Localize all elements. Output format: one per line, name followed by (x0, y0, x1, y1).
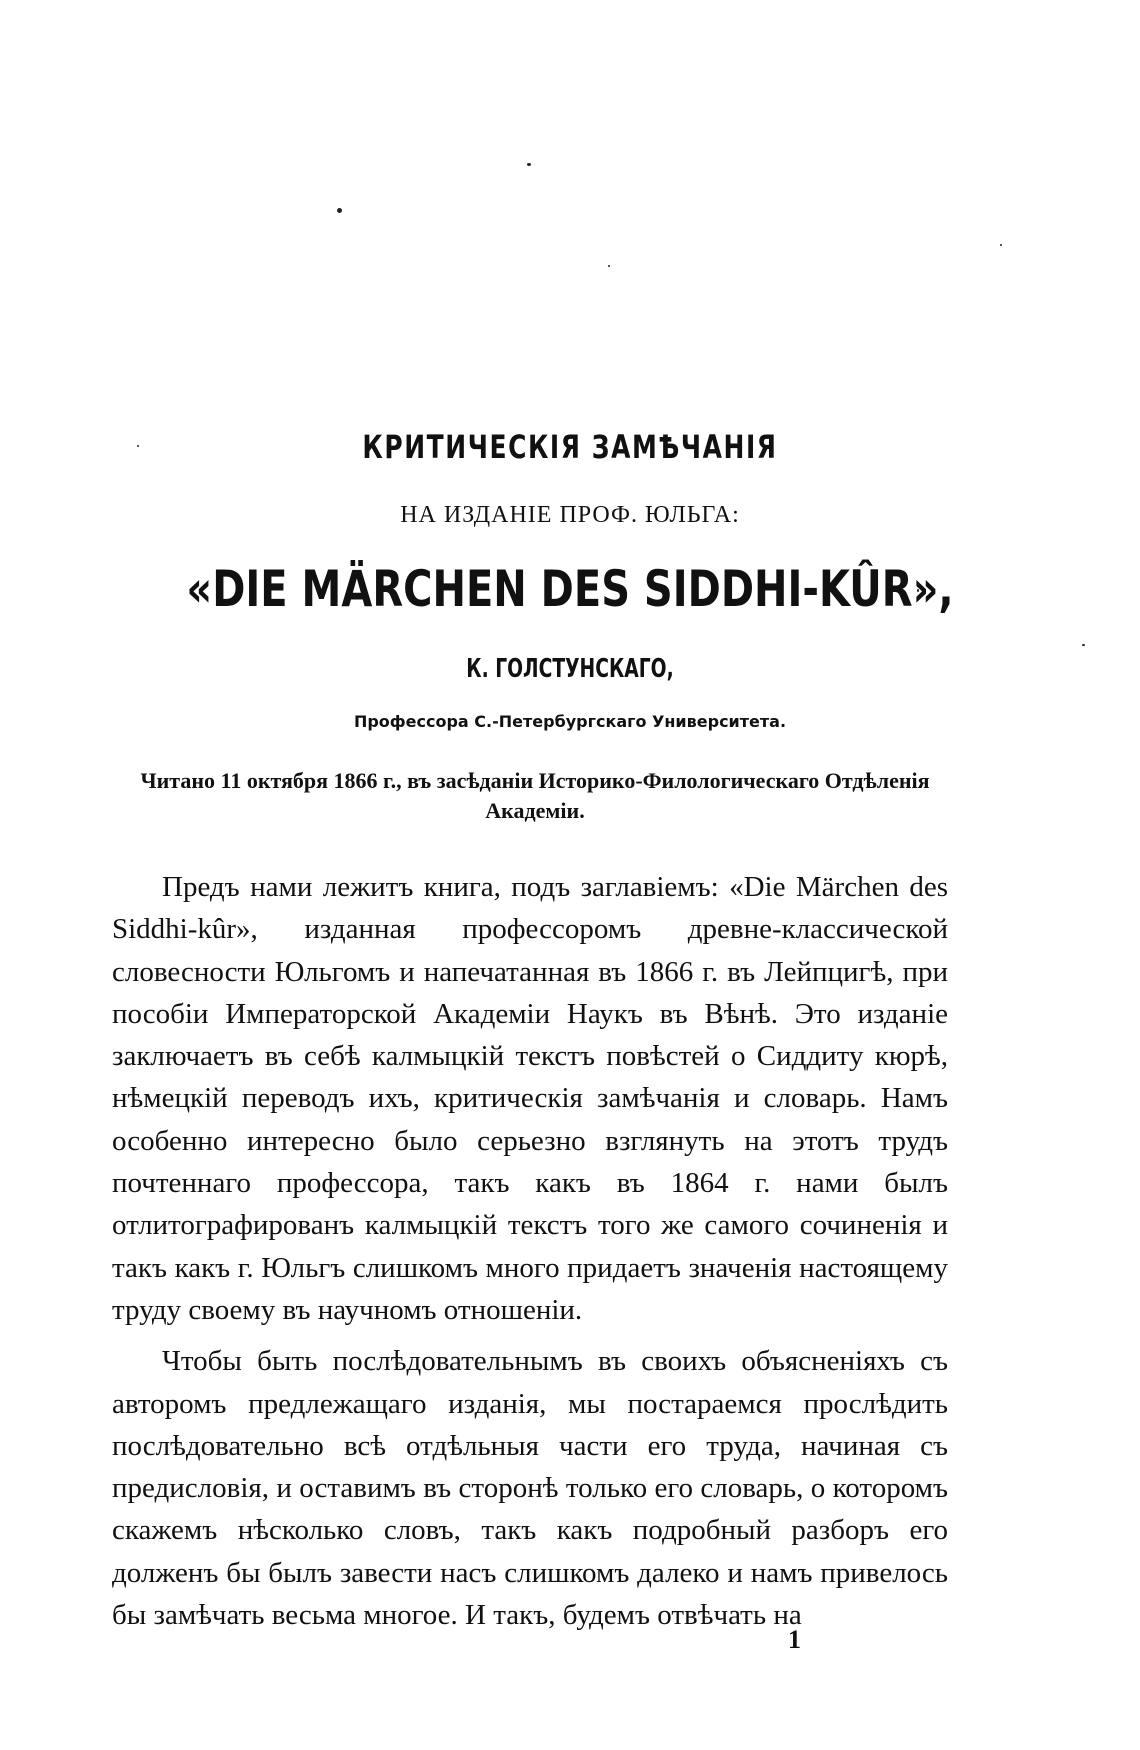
author-name: К. ГОЛСТУНСКАГО, (466, 654, 674, 684)
scan-speck (337, 208, 342, 213)
body-paragraph: Предъ нами лежитъ книга, подъ заглавіемъ: «Die Märchen des Siddhi-kûr», изданная профессоромъ древне-классической словесности Юльгомъ и напечатанная въ 1866 г. въ Лейпцигѣ, при пособіи Императорской Академіи Наукъ въ Вѣнѣ. Это изданіе заключаетъ въ себѣ калмыцкій текстъ повѣстей о Сиддиту кюрѣ, нѣмецкій переводъ ихъ, критическія замѣчанія и словарь. Намъ особенно интересно было серьезно взглянуть на этотъ трудъ почтеннаго профессора, такъ какъ въ 1864 г. нами былъ отлитографированъ калмыцкій текстъ того же самого сочиненія и такъ какъ г. Юльгъ слишкомъ много придаетъ значенія настоящему труду своему въ научномъ отношеніи. (112, 871, 948, 1326)
scan-speck (1000, 244, 1002, 246)
page-number: 1 (788, 1625, 801, 1654)
book-title: «DIE MÄRCHEN DES SIDDHI-KÛR», (186, 560, 954, 618)
scan-speck (527, 163, 531, 166)
scan-speck (1082, 644, 1085, 646)
reading-note: Читано 11 октября 1866 г., въ засѣданіи Историко-Филологическаго Отдѣленія Академіи. (140, 768, 930, 823)
scan-speck (608, 265, 610, 267)
article-subtitle: НА ИЗДАНІЕ ПРОФ. ЮЛЬГА: (400, 502, 740, 528)
body-paragraph: Чтобы быть послѣдовательнымъ въ своихъ объясненіяхъ съ авторомъ предлежащаго изданія, мы постараемся прослѣдить послѣдовательно всѣ отдѣльныя части его труда, начиная съ предисловія, и оставимъ въ сторонѣ только его словарь, о которомъ скажемъ нѣсколько словъ, такъ какъ подробный разборъ его долженъ бы былъ завести насъ слишкомъ далеко и намъ привелось бы замѣчать весьма многое. И такъ, будемъ отвѣчать на (112, 1345, 948, 1632)
article-title: КРИТИЧЕСКІЯ ЗАМѢЧАНІЯ (362, 428, 778, 466)
article-body (112, 866, 948, 1636)
author-affiliation: Профессора С.-Петербургскаго Университета. (353, 712, 787, 731)
